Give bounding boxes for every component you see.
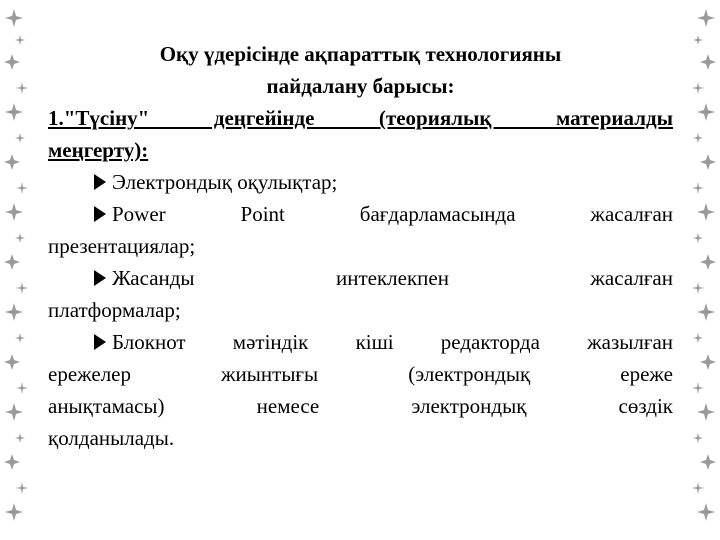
left-decorative-border [0, 0, 32, 540]
sparkle-icon [692, 282, 704, 294]
sparkle-icon [693, 233, 703, 243]
list-item [48, 262, 673, 326]
list-item [48, 166, 673, 198]
sparkle-icon [700, 254, 716, 270]
section-heading-line-2: меңгерту): [48, 138, 149, 162]
sparkle-icon [4, 454, 20, 470]
arrow-bullet-icon [94, 334, 106, 350]
sparkle-icon [693, 433, 703, 443]
sparkle-icon [4, 354, 20, 370]
sparkle-icon [4, 54, 20, 70]
list-item-continuation: қолданылады. [48, 426, 175, 450]
sparkle-border-icon [688, 0, 720, 540]
list-item-text: Блокнот мәтіндік кіші редакторда жазылған [112, 330, 673, 354]
list-item-continuation: платформалар; [48, 298, 181, 322]
list-item-text: Жасанды интеклекпен жасалған [112, 266, 673, 290]
sparkle-icon [700, 154, 716, 170]
list-item-continuation: ережелер жиынтығы (электрондық ереже [48, 362, 673, 386]
arrow-bullet-icon [94, 206, 106, 222]
sparkle-icon [5, 9, 23, 27]
sparkle-icon [5, 203, 23, 221]
sparkle-icon [697, 303, 715, 321]
sparkle-icon [16, 382, 28, 394]
sparkle-icon [16, 482, 28, 494]
section-heading [48, 102, 673, 166]
list-item-first-line [48, 326, 673, 358]
list-item-first-line [48, 198, 673, 230]
sparkle-icon [697, 503, 715, 521]
right-decorative-border [688, 0, 720, 540]
sparkle-icon [5, 403, 23, 421]
slide-title-line-1: Оқу үдерісінде ақпараттық технологияны [159, 42, 562, 66]
slide-content [48, 38, 673, 454]
sparkle-icon [16, 282, 28, 294]
sparkle-icon [15, 333, 25, 343]
sparkle-icon [700, 354, 716, 370]
sparkle-icon [5, 103, 23, 121]
list-item-continuation: анықтамасы) немесе электрондық сөздік [48, 394, 673, 418]
list-item-first-line [48, 166, 673, 198]
sparkle-icon [693, 133, 703, 143]
sparkle-icon [15, 35, 25, 45]
sparkle-icon [697, 403, 715, 421]
list-item-text: Электрондық оқулықтар; [112, 170, 338, 194]
sparkle-icon [697, 203, 715, 221]
sparkle-icon [692, 82, 704, 94]
arrow-bullet-icon [94, 174, 106, 190]
list-item-first-line [48, 262, 673, 294]
sparkle-icon [15, 233, 25, 243]
sparkle-icon [693, 35, 703, 45]
sparkle-icon [693, 333, 703, 343]
sparkle-icon [15, 433, 25, 443]
sparkle-icon [4, 154, 20, 170]
sparkle-icon [697, 9, 715, 27]
list-item [48, 198, 673, 262]
sparkle-icon [692, 182, 704, 194]
section-heading-line-1: 1."Түсіну" деңгейінде (теориялық материалды [48, 106, 673, 130]
arrow-bullet-icon [94, 270, 106, 286]
list-item-text: Power Point бағдарламасында жасалған [112, 202, 673, 226]
list-item [48, 326, 673, 454]
sparkle-icon [4, 254, 20, 270]
sparkle-icon [15, 133, 25, 143]
sparkle-icon [16, 182, 28, 194]
list-item-continuation: презентациялар; [48, 234, 196, 258]
slide-title-line-2: пайдалану барысы: [266, 74, 455, 98]
sparkle-icon [700, 454, 716, 470]
slide-title [48, 38, 673, 102]
sparkle-border-icon [0, 0, 32, 540]
sparkle-icon [700, 54, 716, 70]
sparkle-icon [5, 303, 23, 321]
sparkle-icon [692, 482, 704, 494]
sparkle-icon [5, 503, 23, 521]
sparkle-icon [697, 103, 715, 121]
sparkle-icon [16, 82, 28, 94]
sparkle-icon [692, 382, 704, 394]
